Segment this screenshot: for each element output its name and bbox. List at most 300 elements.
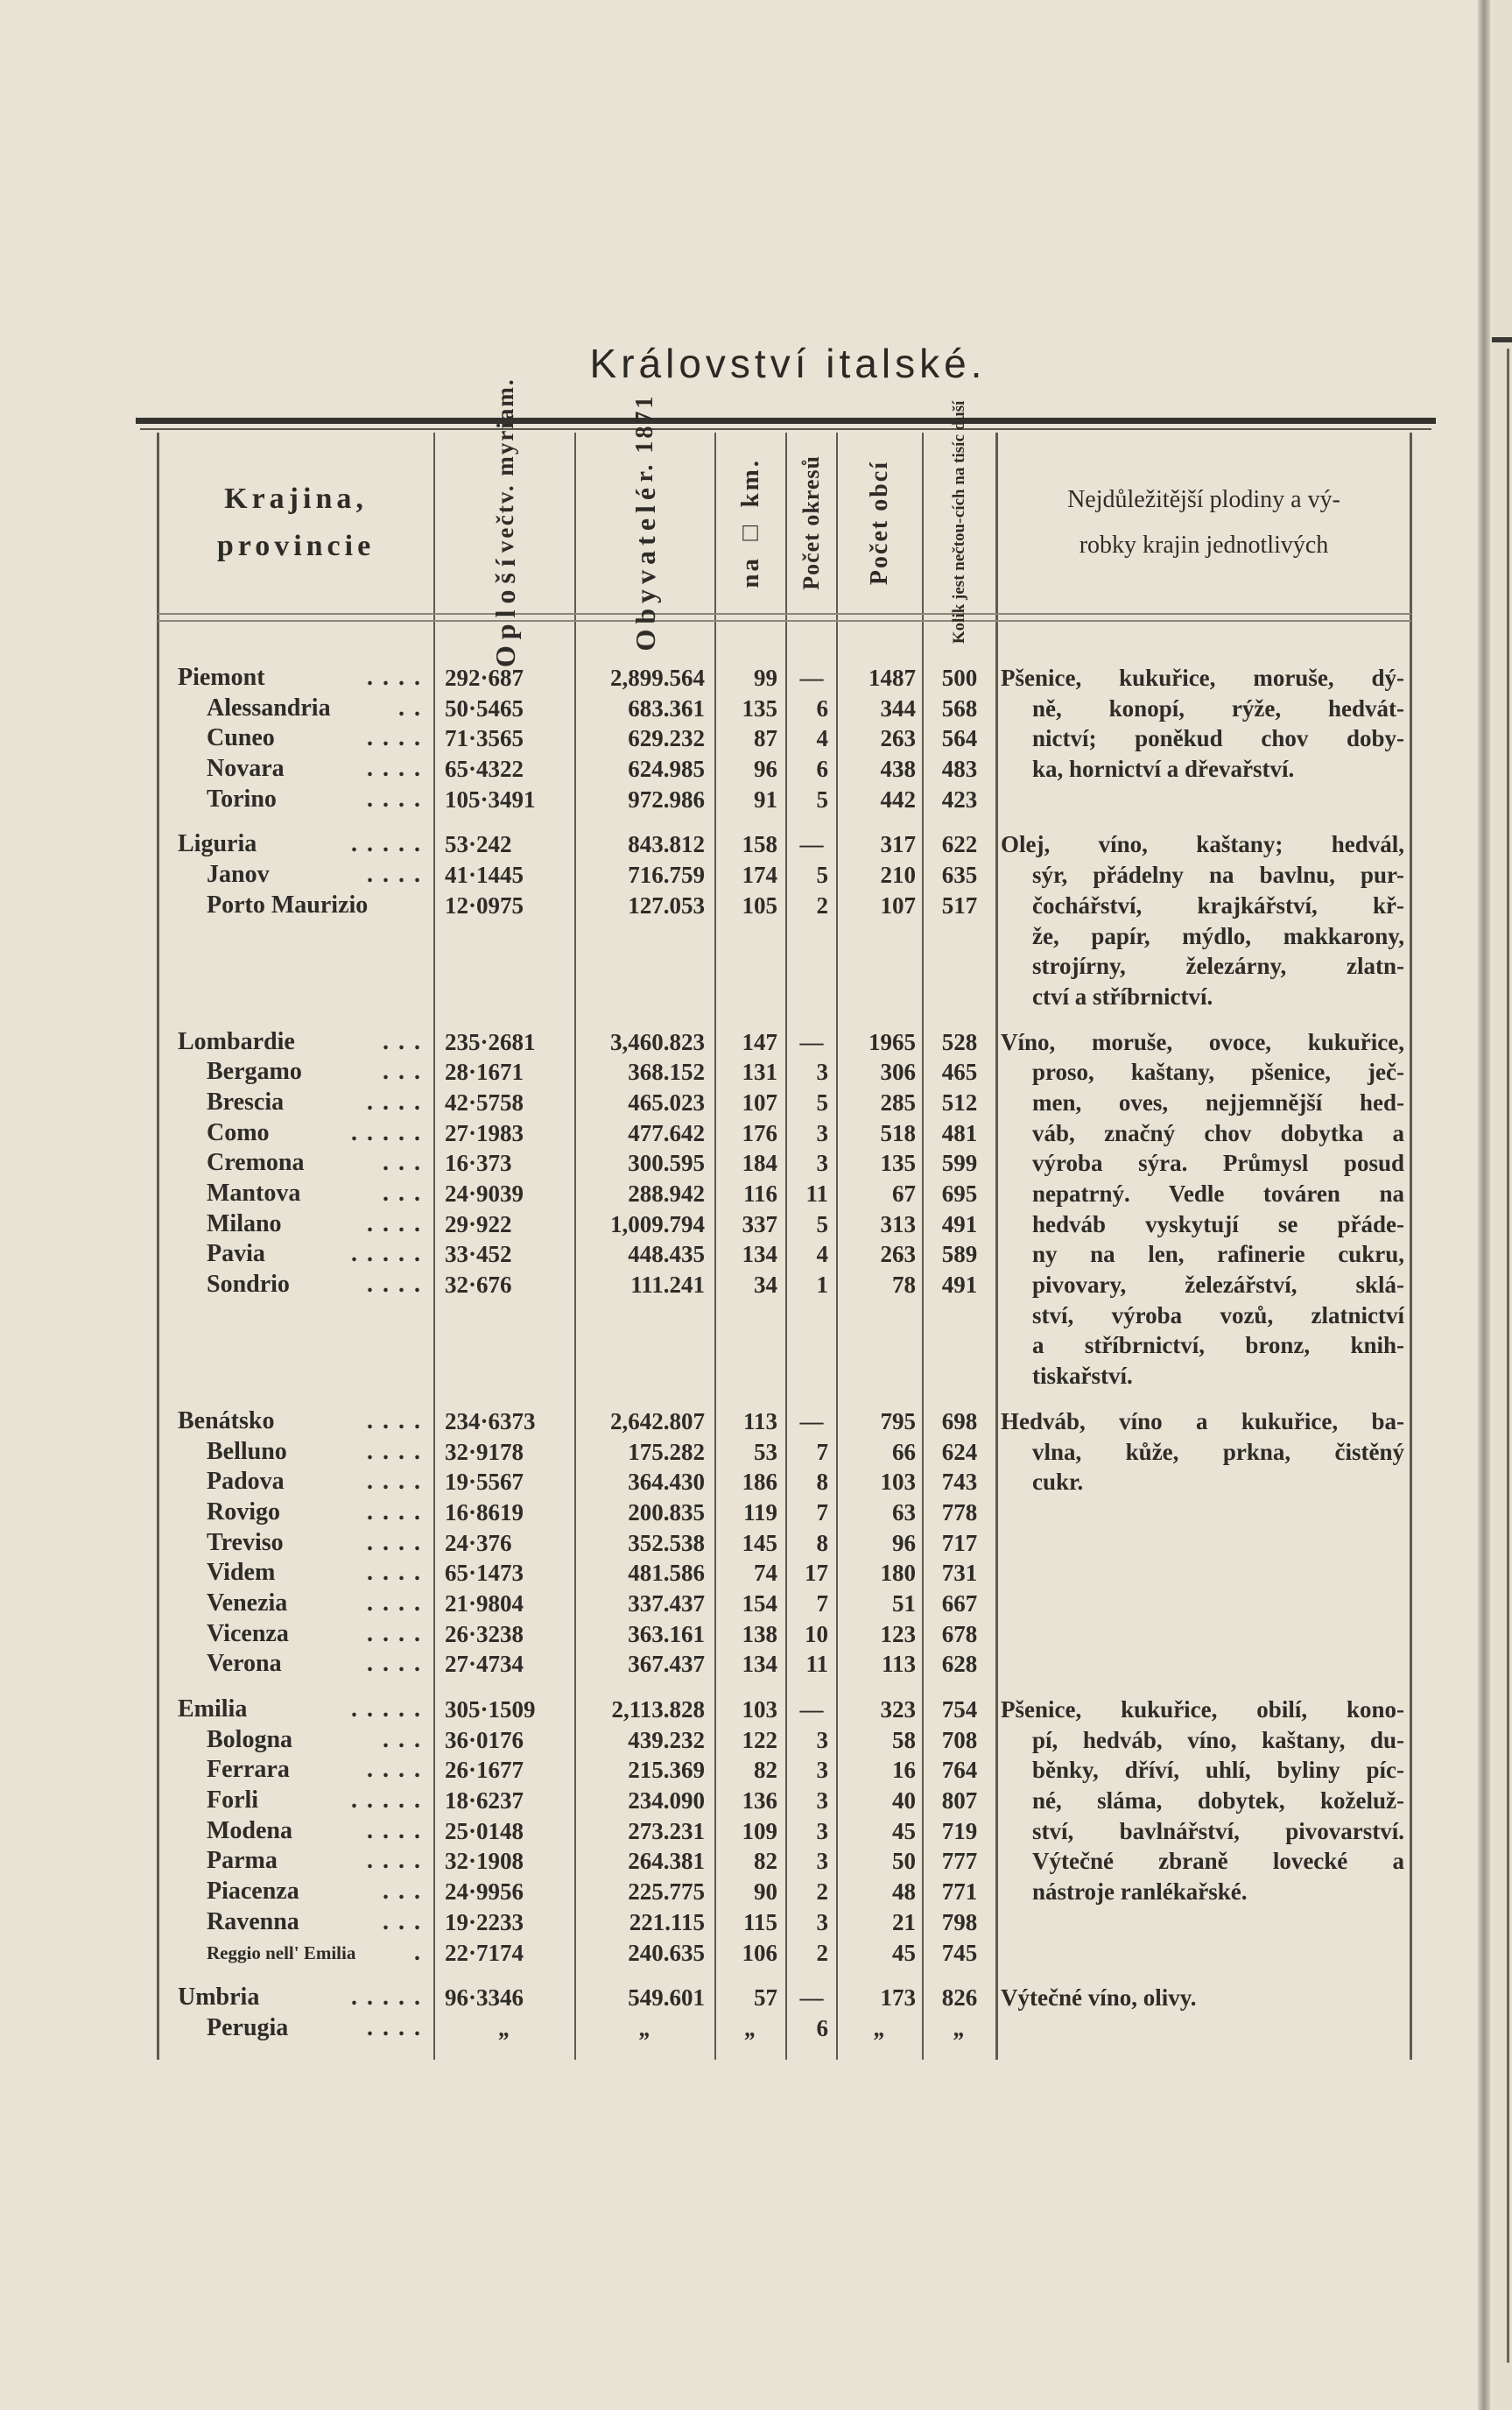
population-cell: 624.985 (628, 756, 705, 783)
illiterate-cell: 465 (941, 1059, 978, 1086)
region-rows (158, 1983, 996, 2043)
province-name: Piacenza (207, 1878, 299, 1906)
population-cell: 465.023 (628, 1089, 705, 1116)
name-cell (158, 1118, 434, 1149)
header-districts-line: Počet okresů (798, 455, 824, 590)
area-cell: 96·3346 (445, 1984, 524, 2012)
header-area (435, 377, 574, 668)
province-name: Mantova (207, 1180, 301, 1207)
illiterate-cell: 708 (941, 1726, 978, 1753)
header-illiterate-line: cích na tisíc duší (950, 401, 968, 519)
header-population (576, 394, 714, 652)
products-description (996, 1027, 1411, 1392)
dot-leader: . . . (383, 1878, 422, 1906)
dot-leader: . . . . (367, 664, 422, 691)
area-cell: 50·5465 (445, 694, 524, 722)
province-name: Cremona (207, 1149, 305, 1177)
population-cell: 221.115 (629, 1908, 705, 1935)
description-line: a stříbrnictví, bronz, knih- (1032, 1332, 1404, 1359)
communes-cell: 51 (892, 1589, 916, 1617)
population-cell: „ (639, 2014, 651, 2041)
products-description (996, 1983, 1411, 2043)
density-cell: 96 (754, 756, 777, 783)
area-cell: 24·376 (445, 1529, 512, 1556)
population-cell: 477.642 (628, 1119, 705, 1146)
province-name: Pavia (207, 1240, 265, 1268)
communes-cell: 45 (892, 1939, 916, 1966)
districts-cell: 3 (816, 1848, 828, 1875)
density-cell: 113 (742, 1407, 777, 1434)
dot-leader: . . . . (367, 1619, 422, 1647)
dot-leader: . . . . (367, 861, 422, 889)
dot-leader: . . . . (367, 1406, 422, 1434)
area-cell: 24·9956 (445, 1878, 524, 1906)
population-cell: 2,642.807 (610, 1407, 705, 1434)
province-row (158, 1148, 996, 1179)
description-line: Víno, moruše, ovoce, kukuřice, (1001, 1028, 1404, 1055)
dot-leader: . . . . (367, 1468, 422, 1496)
density-cell: 106 (742, 1939, 777, 1966)
province-name: Verona (207, 1650, 282, 1678)
density-cell: 91 (754, 786, 777, 813)
dot-leader: . . (398, 694, 422, 722)
name-cell (158, 1619, 434, 1650)
name-cell (158, 754, 434, 785)
dot-leader: . . . (383, 1180, 422, 1207)
population-cell: 367.437 (628, 1651, 705, 1678)
description-line: nictví; poněkud chov doby- (1032, 725, 1404, 752)
region-group (158, 1027, 1411, 1392)
population-cell: 127.053 (628, 891, 705, 919)
communes-cell: 63 (892, 1498, 916, 1526)
header-population-line: Obyvatelé (629, 483, 661, 652)
products-description (996, 1695, 1411, 1968)
illiterate-cell: 628 (941, 1651, 978, 1678)
illiterate-cell: 624 (941, 1438, 978, 1465)
area-cell: 19·2233 (445, 1908, 524, 1935)
area-cell: 71·3565 (445, 725, 524, 752)
region-name: Emilia (178, 1695, 248, 1723)
province-row (158, 891, 996, 921)
province-row (158, 860, 996, 891)
districts-cell: 6 (816, 756, 828, 783)
illiterate-cell: 719 (941, 1817, 978, 1844)
districts-cell: 8 (816, 1529, 828, 1556)
communes-cell: 66 (892, 1438, 916, 1465)
region-row (158, 1406, 996, 1437)
density-cell: 74 (754, 1560, 777, 1587)
dot-leader: . . . . (367, 785, 422, 813)
districts-cell: 3 (816, 1757, 828, 1784)
province-row (158, 1846, 996, 1877)
name-cell (158, 1938, 434, 1969)
province-name: Torino (207, 785, 277, 813)
province-row (158, 1118, 996, 1149)
area-cell: 65·1473 (445, 1560, 524, 1587)
dot-leader: . . . (383, 1058, 422, 1086)
title-rule-thick (136, 418, 1436, 424)
population-cell: 2,899.564 (610, 665, 705, 691)
districts-cell: 3 (816, 1150, 828, 1177)
density-cell: 107 (742, 1089, 777, 1116)
illiterate-cell: 826 (941, 1984, 978, 2012)
description-line: ka, hornictví a dřevařství. (1032, 756, 1295, 783)
province-row (158, 1649, 996, 1680)
communes-cell: 317 (880, 831, 916, 858)
communes-cell: 96 (892, 1529, 916, 1556)
area-cell: 16·373 (445, 1150, 512, 1177)
region-row (158, 1027, 996, 1058)
illiterate-cell: 423 (941, 786, 978, 813)
page-title: Království italské. (589, 341, 987, 386)
name-cell (158, 1148, 434, 1179)
density-cell: 103 (742, 1696, 777, 1723)
province-row (158, 1619, 996, 1650)
population-cell: 234.090 (628, 1787, 705, 1815)
province-row (158, 1816, 996, 1847)
name-cell (158, 860, 434, 891)
density-cell: 135 (742, 694, 777, 722)
dot-leader: . . . . (367, 1497, 422, 1526)
title-rule-thin (140, 428, 1431, 430)
districts-cell: 2 (816, 891, 828, 919)
province-row (158, 1725, 996, 1756)
density-cell: 158 (742, 831, 777, 858)
region-group (158, 1695, 1411, 1968)
description-line: ctví a stříbrnictví. (1032, 983, 1213, 1010)
illiterate-cell: 678 (941, 1620, 978, 1647)
districts-cell: 2 (816, 1878, 828, 1906)
illiterate-cell: 698 (941, 1407, 978, 1434)
province-name: Janov (207, 861, 270, 889)
name-cell (158, 1725, 434, 1756)
communes-cell: 263 (880, 725, 916, 752)
dot-leader: . . . . (367, 1528, 422, 1556)
population-cell: 972.986 (628, 786, 705, 813)
region-group (158, 829, 1411, 1011)
header-districts (787, 433, 836, 613)
density-cell: 109 (742, 1817, 777, 1844)
districts-cell: 17 (805, 1560, 828, 1587)
name-cell (158, 2013, 434, 2044)
province-row (158, 1938, 996, 1969)
name-cell (158, 663, 434, 694)
districts-cell: 1 (816, 1272, 828, 1299)
illiterate-cell: 491 (941, 1272, 978, 1299)
communes-cell: 210 (880, 862, 916, 889)
dot-leader: . . . . (367, 1589, 422, 1617)
illiterate-cell: 745 (941, 1939, 978, 1966)
header-area-line: ve (491, 525, 518, 553)
districts-cell: 10 (805, 1620, 828, 1647)
province-name: Modena (207, 1816, 292, 1844)
districts-cell: 5 (816, 1210, 828, 1237)
description-line: ny na len, rafinerie cukru, (1032, 1241, 1404, 1268)
dot-leader: . . . . (367, 1437, 422, 1465)
illiterate-cell: 778 (941, 1498, 978, 1526)
products-description (996, 829, 1411, 1011)
communes-cell: 1487 (869, 665, 916, 691)
description-line: Pšenice, kukuřice, moruše, dý- (1001, 665, 1404, 691)
communes-cell: 438 (880, 756, 916, 783)
dot-leader: . . . (383, 1725, 422, 1753)
description-line: pí, hedváb, víno, kaštany, du- (1032, 1726, 1404, 1753)
province-row (158, 1270, 996, 1300)
header-population-line: r. 1871 (631, 394, 658, 483)
description-line: strojírny, železárny, zlatn- (1032, 953, 1404, 980)
density-cell: 184 (742, 1150, 777, 1177)
province-name: Rovigo (207, 1497, 280, 1526)
description-line: běnky, dříví, uhlí, byliny píc- (1032, 1757, 1404, 1784)
name-cell (158, 1558, 434, 1589)
area-cell: 27·1983 (445, 1119, 524, 1146)
illiterate-cell: 777 (941, 1848, 978, 1875)
population-cell: 439.232 (628, 1726, 705, 1753)
districts-cell: 3 (816, 1787, 828, 1815)
province-row (158, 754, 996, 785)
population-cell: 352.538 (628, 1529, 705, 1556)
communes-cell: 180 (880, 1560, 916, 1587)
header-rule (158, 613, 1411, 615)
area-cell: 41·1445 (445, 862, 524, 889)
region-row (158, 1695, 996, 1725)
dot-leader: . . . . (367, 1209, 422, 1237)
dot-leader: . . . . . (351, 1695, 422, 1723)
header-communes (838, 433, 922, 613)
region-name: Benátsko (178, 1406, 275, 1434)
area-cell: 53·242 (445, 831, 512, 858)
communes-cell: 344 (880, 694, 916, 722)
header-density (716, 433, 785, 613)
name-cell (158, 1589, 434, 1619)
name-cell (158, 1406, 434, 1437)
area-cell: 33·452 (445, 1241, 512, 1268)
header-products (998, 433, 1410, 613)
illiterate-cell: 491 (941, 1210, 978, 1237)
density-cell: 57 (754, 1984, 777, 2012)
density-cell: 186 (742, 1469, 777, 1496)
population-cell: 300.595 (628, 1150, 705, 1177)
name-cell (158, 1983, 434, 2013)
province-row (158, 1209, 996, 1240)
adjacent-page-line (1507, 349, 1509, 2363)
density-cell: 119 (742, 1498, 777, 1526)
header-illiterate-line: Kolik jest nečtou- (950, 518, 968, 645)
province-row (158, 1239, 996, 1270)
density-cell: 337 (742, 1210, 777, 1237)
illiterate-cell: 695 (941, 1180, 978, 1207)
province-name: Venezia (207, 1589, 288, 1617)
density-cell: 145 (742, 1529, 777, 1556)
description-line: Pšenice, kukuřice, obilí, kono- (1001, 1696, 1404, 1723)
area-cell: 292·687 (445, 665, 524, 691)
description-line: že, papír, mýdlo, makkarony, (1032, 922, 1404, 949)
dot-leader: . . . . . (351, 1984, 422, 2012)
dot-leader: . . . . (367, 1559, 422, 1587)
population-cell: 843.812 (628, 831, 705, 858)
area-cell: 12·0975 (445, 891, 524, 919)
region-rows (158, 1406, 996, 1680)
districts-cell: 3 (816, 1817, 828, 1844)
dot-leader: . . . . (367, 1756, 422, 1784)
province-name: Padova (207, 1468, 285, 1496)
name-cell (158, 1270, 434, 1300)
name-cell (158, 1846, 434, 1877)
population-cell: 368.152 (628, 1059, 705, 1086)
province-name: Brescia (207, 1088, 285, 1116)
province-name: Bologna (207, 1725, 293, 1753)
province-name: Alessandria (207, 694, 331, 722)
name-cell (158, 1649, 434, 1680)
illiterate-cell: 622 (941, 831, 978, 858)
dot-leader: . . . (383, 1907, 422, 1935)
description-line: sýr, přádelny na bavlnu, pur- (1032, 862, 1404, 889)
region-group (158, 1983, 1411, 2043)
districts-cell: 11 (805, 1651, 828, 1678)
communes-cell: 16 (892, 1757, 916, 1784)
density-cell: 82 (754, 1848, 777, 1875)
population-cell: 629.232 (628, 725, 705, 752)
province-row (158, 1558, 996, 1589)
area-cell: 28·1671 (445, 1059, 524, 1086)
area-cell: 234·6373 (445, 1407, 536, 1434)
area-cell: 305·1509 (445, 1696, 536, 1723)
table-body (158, 663, 1411, 2059)
description-line: hedváb vyskytují se přáde- (1032, 1210, 1404, 1237)
header-products-line: robky krajin jednotlivých (1079, 532, 1329, 559)
dot-leader: . . . . . (351, 1240, 422, 1268)
province-name: Forli (207, 1786, 259, 1815)
header-illiterate (924, 401, 995, 645)
illiterate-cell: 564 (941, 725, 978, 752)
province-row (158, 1755, 996, 1786)
area-cell: 27·4734 (445, 1651, 524, 1678)
population-cell: 2,113.828 (611, 1696, 705, 1723)
population-cell: 3,460.823 (610, 1028, 705, 1055)
province-name: Parma (207, 1847, 278, 1875)
area-cell: 105·3491 (445, 786, 536, 813)
illiterate-cell: 481 (941, 1119, 978, 1146)
communes-cell: 45 (892, 1817, 916, 1844)
density-cell: 34 (754, 1272, 777, 1299)
districts-cell: — (799, 665, 824, 691)
province-name: Porto Maurizio (207, 891, 369, 919)
districts-cell: 6 (816, 694, 828, 722)
area-cell: 235·2681 (445, 1028, 536, 1055)
districts-cell: 4 (816, 725, 828, 752)
name-cell (158, 891, 434, 921)
population-cell: 225.775 (628, 1878, 705, 1906)
name-cell (158, 1755, 434, 1786)
communes-cell: 50 (892, 1848, 916, 1875)
illiterate-cell: 517 (941, 891, 978, 919)
districts-cell: 7 (816, 1498, 828, 1526)
province-name: Videm (207, 1559, 276, 1587)
dot-leader: . . . . (367, 1271, 422, 1299)
products-description (996, 663, 1411, 814)
name-cell (158, 1057, 434, 1088)
region-name: Piemont (178, 664, 265, 691)
illiterate-cell: 599 (941, 1150, 978, 1177)
illiterate-cell: 754 (941, 1696, 978, 1723)
description-line: Výtečné víno, olivy. (1001, 1984, 1197, 2012)
header-rule (158, 620, 1411, 622)
description-line: cukr. (1032, 1469, 1084, 1496)
province-row (158, 1057, 996, 1088)
districts-cell: 3 (816, 1908, 828, 1935)
density-cell: „ (744, 2014, 757, 2041)
districts-cell: 3 (816, 1059, 828, 1086)
communes-cell: 103 (880, 1469, 916, 1496)
name-cell (158, 1528, 434, 1559)
region-row (158, 829, 996, 860)
dot-leader: . . . . (367, 1650, 422, 1678)
description-line: tiskařství. (1032, 1363, 1133, 1390)
dot-leader: . . . (383, 1149, 422, 1177)
density-cell: 115 (742, 1908, 777, 1935)
communes-cell: 442 (880, 786, 916, 813)
illiterate-cell: 743 (941, 1469, 978, 1496)
description-line: nepatrný. Vedle továren na (1032, 1180, 1404, 1207)
area-cell: 22·7174 (445, 1939, 524, 1966)
communes-cell: 78 (892, 1272, 916, 1299)
province-name: Cuneo (207, 724, 275, 752)
region-name: Lombardie (178, 1027, 295, 1055)
communes-cell: 313 (880, 1210, 916, 1237)
area-cell: 26·3238 (445, 1620, 524, 1647)
province-row (158, 1088, 996, 1118)
illiterate-cell: 512 (941, 1089, 978, 1116)
illiterate-cell: 764 (941, 1757, 978, 1784)
description-line: vlna, kůže, prkna, čistěný (1032, 1438, 1404, 1465)
province-row (158, 723, 996, 754)
province-name: Perugia (207, 2013, 289, 2041)
illiterate-cell: 589 (941, 1241, 978, 1268)
districts-cell: — (799, 1028, 824, 1055)
region-group (158, 1406, 1411, 1680)
population-cell: 111.241 (630, 1272, 705, 1299)
province-row (158, 1786, 996, 1816)
header-region-line: provincie (216, 530, 376, 562)
communes-cell: 263 (880, 1241, 916, 1268)
population-cell: 273.231 (628, 1817, 705, 1844)
province-name: Sondrio (207, 1271, 290, 1299)
region-row (158, 1983, 996, 2013)
area-cell: 65·4322 (445, 756, 524, 783)
density-cell: 134 (742, 1651, 777, 1678)
name-cell (158, 1816, 434, 1847)
dot-leader: . . . . (367, 1816, 422, 1844)
description-line: ství, bavlnářství, pivovarství. (1032, 1817, 1404, 1844)
area-cell: 26·1677 (445, 1757, 524, 1784)
description-line: Výtečné zbraně lovecké a (1032, 1848, 1404, 1875)
description-line: ství, výroba vozů, zlatnictví (1032, 1301, 1404, 1328)
districts-cell: 7 (816, 1589, 828, 1617)
communes-cell: 113 (881, 1651, 916, 1678)
province-name: Como (207, 1118, 270, 1146)
illiterate-cell: 635 (941, 862, 978, 889)
description-line: nástroje ranlékařské. (1032, 1878, 1248, 1906)
description-line: čochářství, krajkářství, kř- (1032, 891, 1404, 919)
province-name: Reggio nell' Emilia (207, 1941, 356, 1963)
communes-cell: 123 (880, 1620, 916, 1647)
districts-cell: — (799, 1696, 824, 1723)
density-cell: 122 (742, 1726, 777, 1753)
population-cell: 364.430 (628, 1469, 705, 1496)
districts-cell: 2 (816, 1939, 828, 1966)
province-name: Bergamo (207, 1058, 302, 1086)
illiterate-cell: 798 (941, 1908, 978, 1935)
